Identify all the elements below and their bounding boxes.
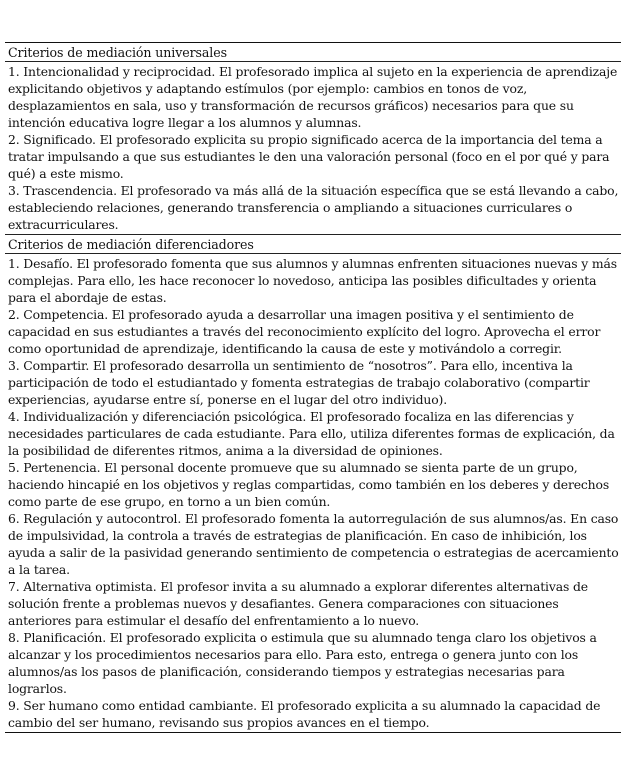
criterion-item: 6. Regulación y autocontrol. El profesorado fomenta la autorregulación de sus alumnos/as. En caso de impulsividad, la controla a través de estrategias de planificación. En caso de inhibición, los ayuda a salir de la pasividad generando sentimiento de competencia o estrategias de acercamiento a la tarea. — [8, 511, 619, 577]
criterion-item: 2. Significado. El profesorado explicita su propio significado acerca de la importancia del tema a tratar impulsando a que sus estudiantes le den una valoración personal (foco en el por qué y para qué) a este mismo. — [8, 132, 610, 181]
criterion-item: 2. Competencia. El profesorado ayuda a desarrollar una imagen positiva y el sentimiento de capacidad en sus estudiantes a través del reconocimiento explícito del logro. Aprovecha el error como oportunidad de aprendizaje, identificando la causa de este y motivándolo a corregir. — [8, 307, 601, 356]
criterion-item: 4. Individualización y diferenciación psicológica. El profesorado focaliza en las diferencias y necesidades particulares de cada estudiante. Para ello, utiliza diferentes formas de explicación, da la posibilidad de diferentes ritmos, anima a la diversidad de opiniones. — [8, 409, 615, 458]
criterion-item: 3. Compartir. El profesorado desarrolla un sentimiento de “nosotros”. Para ello, incentiva la participación de todo el estudiantado y fomenta estrategias de trabajo colaborativo (compartir experiencias, ayudarse entre sí, ponerse en el lugar del otro individuo). — [8, 358, 590, 407]
table-bottom-rule — [5, 732, 621, 733]
criterion-item: 7. Alternativa optimista. El profesor invita a su alumnado a explorar diferentes alternativas de solución frente a problemas nuevos y desafiantes. Genera comparaciones con situaciones anteriores para estimular el desafío del enfrentamiento a lo nuevo. — [8, 579, 588, 628]
criterion-item: 5. Pertenencia. El personal docente promueve que su alumnado se sienta parte de un grupo, haciendo hincapié en los objetivos y reglas compartidas, como también en los deberes y derechos como parte de ese grupo, en torno a un bien común. — [8, 460, 610, 509]
section-header-universal: Criterios de mediación universales — [8, 45, 227, 60]
criterion-item: 3. Trascendencia. El profesorado va más allá de la situación específica que se está llevando a cabo, estableciendo relaciones, generando transferencia o ampliando a situaciones curriculares o extracurriculares. — [8, 183, 619, 232]
section-header-differentiating: Criterios de mediación diferenciadores — [8, 237, 254, 252]
section-body-differentiating — [5, 254, 621, 732]
section-body-universal — [5, 62, 621, 234]
criterion-item: 8. Planificación. El profesorado explicita o estimula que su alumnado tenga claro los objetivos a alcanzar y los procedimientos necesarios para ello. Para esto, entrega o genera junto con los alumnos/as los pasos de planificación, considerando tiempos y estrategias necesarias para lograrlos. — [8, 630, 597, 696]
criterion-item: 1. Intencionalidad y reciprocidad. El profesorado implica al sujeto en la experiencia de aprendizaje explicitando objetivos y adaptando estímulos (por ejemplo: cambios en tonos de voz, desplazamientos en sala, uso y transformación de recursos gráficos) necesarios para que su intención educativa logre llegar a los alumnos y alumnas. — [8, 64, 618, 130]
mediation-criteria-table — [5, 42, 621, 733]
criterion-item: 1. Desafío. El profesorado fomenta que sus alumnos y alumnas enfrenten situaciones nuevas y más complejas. Para ello, les hace reconocer lo novedoso, anticipa las posibles dificultades y orienta para el abordaje de estas. — [8, 256, 617, 305]
criterion-item: 9. Ser humano como entidad cambiante. El profesorado explicita a su alumnado la capacidad de cambio del ser humano, revisando sus propios avances en el tiempo. — [8, 698, 601, 730]
